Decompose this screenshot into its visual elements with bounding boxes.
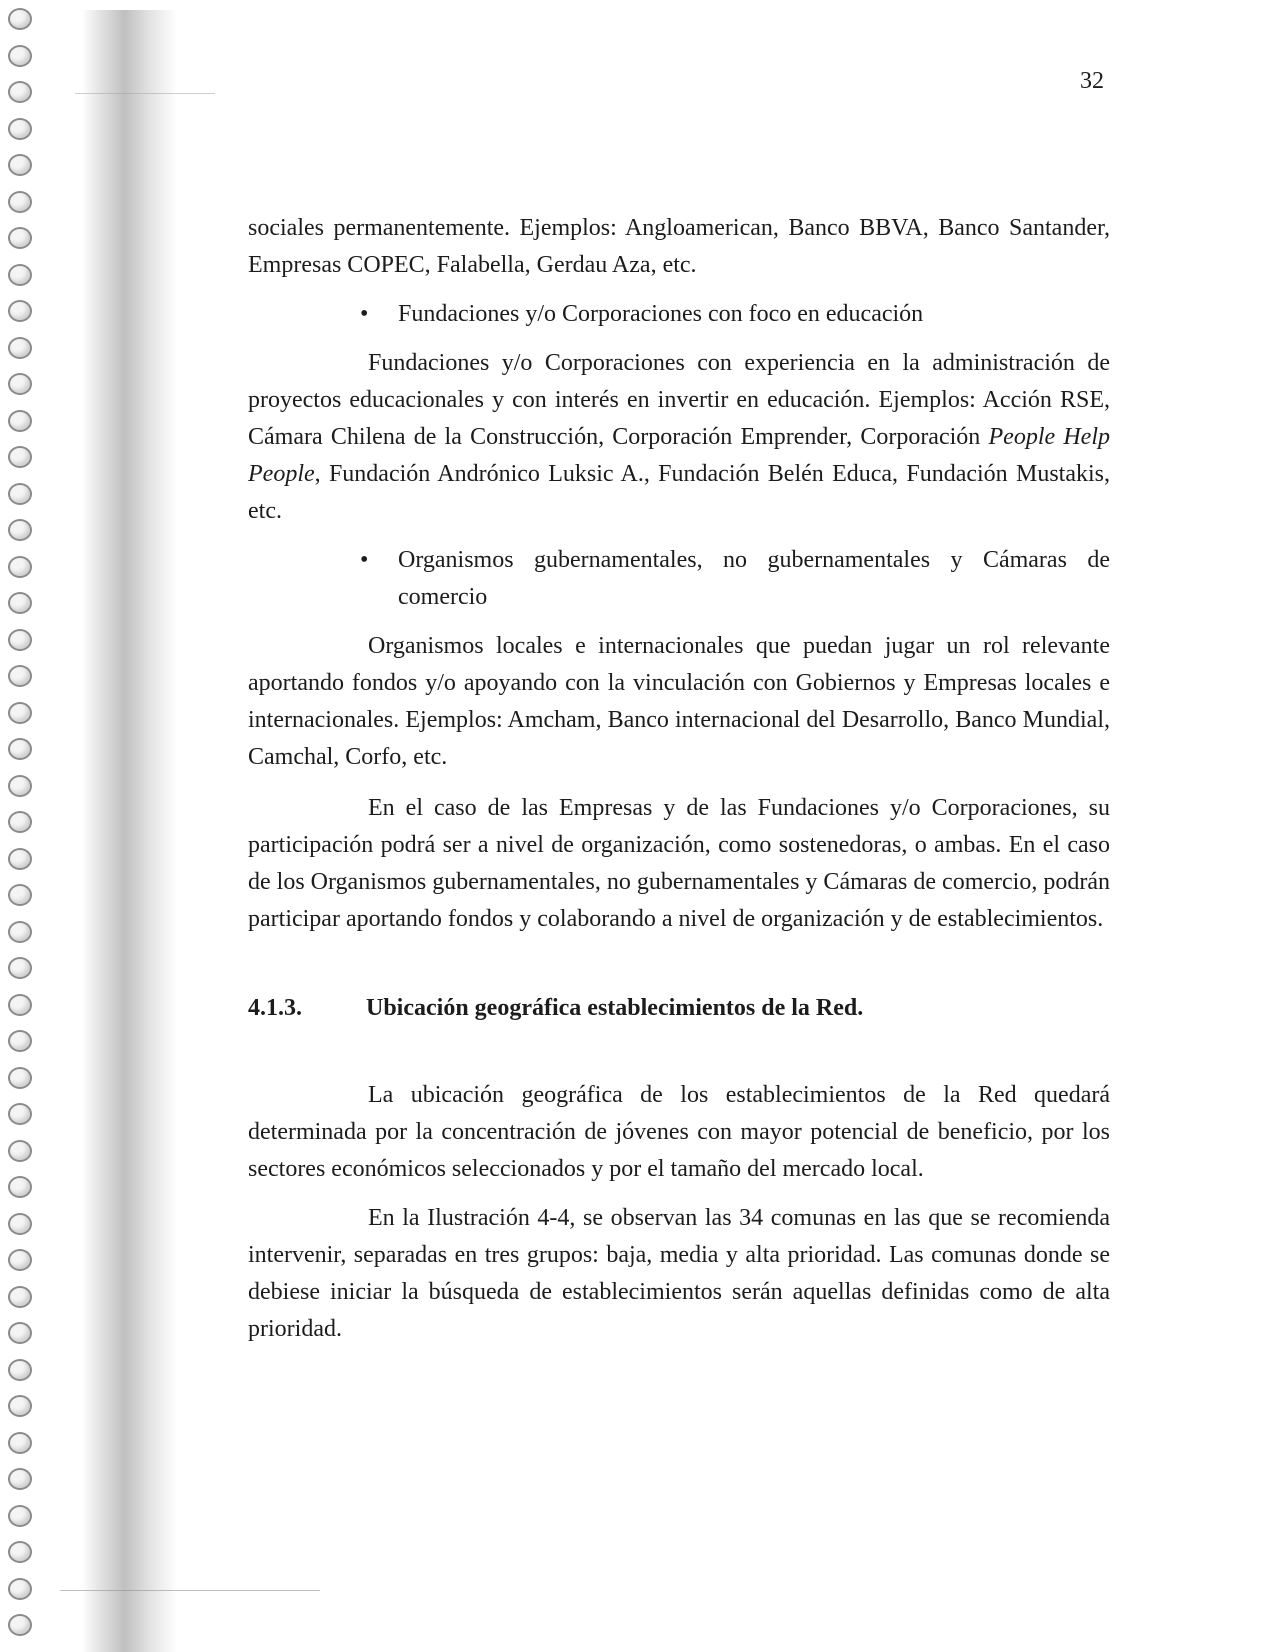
section-title: Ubicación geográfica establecimientos de la Red. (366, 995, 864, 1021)
binding-hole (8, 8, 32, 30)
bullet-text: Fundaciones y/o Corporaciones con foco en educación (398, 301, 924, 327)
binding-hole (8, 848, 32, 870)
binding-hole (8, 519, 32, 541)
binding-hole (8, 1286, 32, 1308)
binding-hole (8, 1103, 32, 1125)
bullet-icon: • (360, 547, 369, 573)
binding-hole (8, 665, 32, 687)
binding-hole (8, 1395, 32, 1417)
binding-hole (8, 373, 32, 395)
binding-hole (8, 957, 32, 979)
bullet-item-organismos (248, 542, 1110, 616)
binding-hole (8, 300, 32, 322)
binding-hole (8, 81, 32, 103)
section-heading (248, 990, 1110, 1027)
bullet-text: Organismos gubernamentales, no gubernamentales y Cámaras de comercio (398, 547, 1110, 610)
binding-hole (8, 118, 32, 140)
italic-program-name: People Help People (248, 424, 1110, 487)
page-body (248, 210, 1110, 1348)
section-number: 4.1.3. (248, 995, 302, 1021)
binding-hole (8, 1176, 32, 1198)
paragraph-companies-examples: sociales permanentemente. Ejemplos: Angloamerican, Banco BBVA, Banco Santander, Empresas COPEC, Falabella, Gerdau Aza, etc. (248, 215, 1110, 278)
binding-hole (8, 45, 32, 67)
binding-holes (0, 0, 40, 1652)
bullet-item-fundaciones (248, 296, 1110, 333)
bullet-icon: • (360, 301, 369, 327)
binding-hole (8, 556, 32, 578)
binding-hole (8, 1322, 32, 1344)
binding-hole (8, 592, 32, 614)
binding-hole (8, 1030, 32, 1052)
binding-hole (8, 1432, 32, 1454)
paragraph-fundaciones: Fundaciones y/o Corporaciones con experiencia en la administración de proyectos educacionales y con interés en invertir en educación. Ejemplos: Acción RSE, Cámara Chilena de la Construcción, Corporación Emprender, Corporación People Help People, Fundación Andrónico Luksic A., Fundación Belén Educa, Fundación Mustakis, etc. (248, 350, 1110, 524)
binding-hole (8, 337, 32, 359)
binding-hole (8, 1249, 32, 1271)
binding-hole (8, 410, 32, 432)
scan-artifact-line (75, 93, 215, 94)
scan-artifact-line (60, 1590, 320, 1591)
page-number: 32 (1080, 68, 1104, 94)
paragraph-participacion: En el caso de las Empresas y de las Fundaciones y/o Corporaciones, su participación podrá ser a nivel de organización, como sostenedoras, o ambas. En el caso de los Organismos gubernamentales, no gubernamentales y Cámaras de comercio, podrán participar aportando fondos y colaborando a nivel de organización y de establecimientos. (248, 795, 1110, 932)
binding-hole (8, 227, 32, 249)
binding-hole (8, 884, 32, 906)
scan-gutter-shadow (82, 10, 177, 1652)
binding-hole (8, 738, 32, 760)
binding-hole (8, 994, 32, 1016)
binding-hole (8, 1140, 32, 1162)
binding-hole (8, 154, 32, 176)
binding-hole (8, 1468, 32, 1490)
paragraph-ubicacion: La ubicación geográfica de los establecimientos de la Red quedará determinada por la concentración de jóvenes con mayor potencial de beneficio, por los sectores económicos seleccionados y por el tamaño del mercado local. (248, 1082, 1110, 1182)
binding-hole (8, 1505, 32, 1527)
binding-hole (8, 1359, 32, 1381)
binding-hole (8, 446, 32, 468)
binding-hole (8, 629, 32, 651)
binding-hole (8, 483, 32, 505)
binding-hole (8, 191, 32, 213)
paragraph-ilustracion: En la Ilustración 4-4, se observan las 34 comunas en las que se recomienda intervenir, separadas en tres grupos: baja, media y alta prioridad. Las comunas donde se debiese iniciar la búsqueda de establecimientos serán aquellas definidas como de alta prioridad. (248, 1205, 1110, 1342)
binding-hole (8, 811, 32, 833)
binding-hole (8, 1067, 32, 1089)
binding-hole (8, 1213, 32, 1235)
binding-hole (8, 775, 32, 797)
paragraph-organismos: Organismos locales e internacionales que puedan jugar un rol relevante aportando fondos y/o apoyando con la vinculación con Gobiernos y Empresas locales e internacionales. Ejemplos: Amcham, Banco internacional del Desarrollo, Banco Mundial, Camchal, Corfo, etc. (248, 633, 1110, 770)
binding-hole (8, 1541, 32, 1563)
binding-hole (8, 702, 32, 724)
binding-hole (8, 1614, 32, 1636)
binding-hole (8, 1578, 32, 1600)
binding-hole (8, 264, 32, 286)
binding-hole (8, 921, 32, 943)
